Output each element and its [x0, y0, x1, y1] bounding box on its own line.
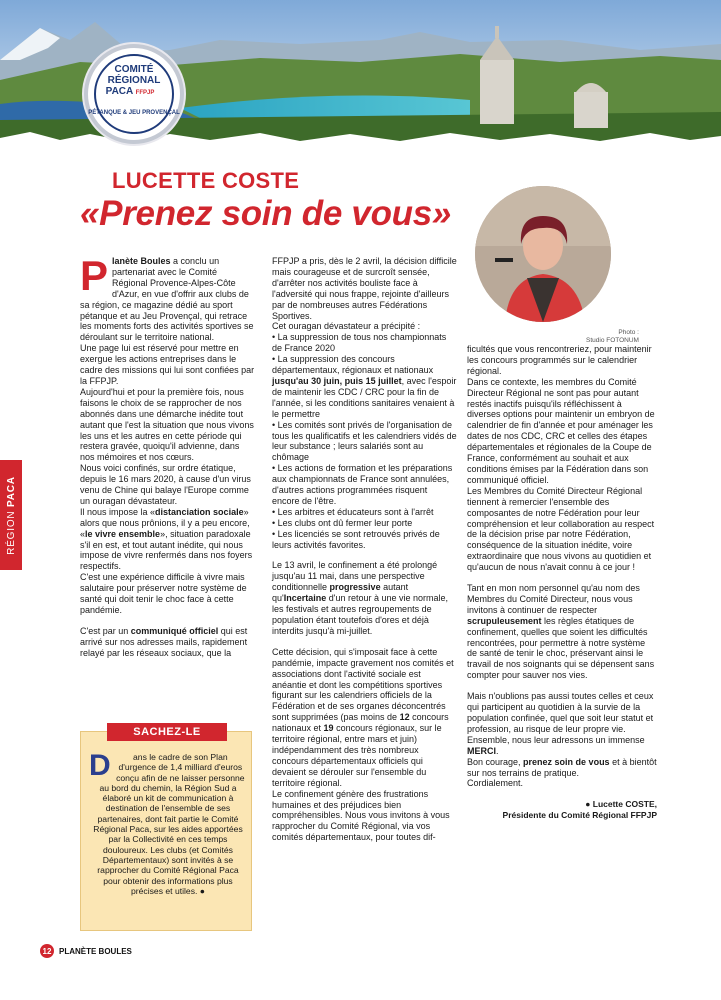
- paragraph: [80, 507, 255, 572]
- text: Tant en mon nom personnel qu'au nom des Membres du Comité Directeur, nous vous invitons à continuer de respecter: [467, 583, 640, 615]
- article-column-1: [80, 252, 255, 659]
- bold-text: 19: [323, 723, 334, 734]
- bold-text: Incertaine: [283, 593, 327, 604]
- paragraph: Aujourd'hui et pour la première fois, nous faisons le choix de se rapprocher de nos abonnés dans une démarche inédite tout autant que l'est la situation que nous vivons les uns et les autres en cette période qui restera gravée, quoiqu'il advienne, dans nos mémoires et nos cœurs.: [80, 386, 254, 463]
- text: • La suppression des concours départementaux, régionaux et nationaux: [272, 354, 434, 376]
- drop-cap: D: [89, 749, 111, 782]
- paragraph: FFPJP a pris, dès le 2 avril, la décision difficile mais courageuse et de surcroît sensée, d'arrêter nos activités bouliste face à l'adversité qui nous frappe, rejointe d'ailleurs par de nombreuses autres Fédérations Sportives.: [272, 256, 457, 321]
- text: concours nationaux et: [272, 712, 449, 734]
- list-item: • Les clubs ont dû fermer leur porte: [272, 517, 413, 528]
- list-item: • La suppression de tous nos championnats de France 2020: [272, 332, 447, 354]
- info-box-body: [89, 749, 247, 896]
- list-item: [272, 354, 457, 419]
- list-item: • Les licenciés se sont retrouvés privés de leurs activités favorites.: [272, 528, 440, 550]
- paragraph: Le confinement génère des frustrations humaines et des préjudices bien compréhensibles. Nous vous invitons à vous rapprocher du Comité Régional, via vos comités départementaux, pour toutes dif-: [272, 788, 450, 843]
- bold-text: distanciation sociale: [155, 506, 244, 517]
- author-photo: [475, 186, 611, 322]
- logo-line1: COMITÉ: [114, 64, 154, 75]
- info-box-heading: SACHEZ-LE: [107, 723, 227, 741]
- text: Le 13 avril, le confinement a été prolongé jusqu'au 11 mai, dans une perspective conditionnelle: [272, 560, 438, 593]
- bold-text: 12: [399, 712, 410, 723]
- paragraph: Une page lui est réservé pour mettre en exergue les actions entreprises dans le cadre des missions qui lui sont confiées par la FFPJP.: [80, 343, 255, 386]
- paragraph: Nous voici confinés, sur ordre étatique, depuis le 16 mars 2020, à cause d'un virus venu de Chine qui balaye l'Europe comme un ouragan dévastateur.: [80, 463, 251, 506]
- drop-cap: P: [80, 252, 109, 299]
- section-tab-label: [6, 476, 17, 555]
- spacer: [272, 550, 457, 560]
- text: et à bientôt sur nos terrains de pratique.: [467, 756, 657, 778]
- article-author-name: LUCETTE COSTE: [112, 168, 300, 193]
- bold-text: communiqué officiel: [130, 625, 219, 636]
- photo-credit: [586, 329, 639, 345]
- logo-line3: [84, 86, 176, 99]
- text: Mais n'oublions pas aussi toutes celles et ceux qui participent au quotidien à la survie de la population confinée, quel que soit leur statut et profession, au risque de leur propre vie. Ensemble, nous leur adressons un immense: [467, 691, 654, 745]
- spacer: [272, 637, 457, 647]
- text: » alors que nous prônions, il y a peu encore, «: [80, 506, 250, 539]
- text: , avec l'espoir de maintenir les CDC / CRC pour la fin de l'année, si les conditions sanitaires venaient à le permettre: [272, 375, 457, 419]
- paragraph: [272, 647, 457, 789]
- text: qui est arrivé sur nos adresses mails, rapidement relayé par les réseaux sociaux, que la: [80, 625, 248, 658]
- paragraph: [80, 626, 255, 659]
- logo-paca: PACA: [105, 86, 133, 97]
- logo-tagline: PÉTANQUE & JEU PROVENÇAL: [88, 110, 180, 116]
- bold-text: jusqu'au 30 juin, puis 15 juillet: [272, 375, 402, 386]
- paragraph: ficultés que vous rencontreriez, pour maintenir les concours programmés sur le calendrier régional.: [467, 344, 652, 376]
- signature-name: ● Lucette COSTE,: [585, 799, 657, 810]
- section-tab-prefix: RÉGION: [5, 506, 17, 555]
- text: concours régionaux, sur le territoire régional, entre mars et juin) indépendamment des très nombreux concours départementaux officiels qui devaient se dérouler sur l'ensemble du territoire régional.: [272, 723, 442, 788]
- text: Il nous impose la «: [80, 506, 156, 517]
- article-title: «Prenez soin de vous»: [80, 194, 452, 233]
- magazine-name: PLANÈTE BOULES: [59, 946, 132, 956]
- paragraph: Dans ce contexte, les membres du Comité Directeur Régional ne sont pas pour autant restés inactifs puisqu'ils réfléchissent à diverses options pour maintenir un embryon de calendrier de fin d'année et pour aménager les dates de nos CDC, CRC et celles des étapes départementales et régionales de la Coupe de France, conformément au souhait et aux conditions émises par la Fédération dans son communiqué officiel.: [467, 376, 655, 485]
- text: Bon courage,: [467, 756, 524, 767]
- page-footer: [40, 944, 132, 958]
- signature-title: Présidente du Comité Régional FFPJP: [502, 810, 657, 821]
- bold-text: progressive: [329, 582, 381, 593]
- list-item: • Les arbitres et éducateurs sont à l'arrêt: [272, 506, 434, 517]
- section-tab: [0, 460, 22, 570]
- article-column-3: [467, 344, 657, 821]
- paragraph: Les Membres du Comité Directeur Régional tiennent à remercier l'ensemble des composantes de notre Fédération pour leur compréhension et leur collaboration au respect de la décision prise par notre Fédération, conséquence de la situation inédite, voire extraordinaire que nous vivons au quotidien et qu'aucun de nous n'avait connu à ce jour !: [467, 485, 655, 573]
- paragraph: [467, 757, 657, 779]
- spacer: [467, 681, 657, 691]
- logo-line2: RÉGIONAL: [107, 75, 161, 86]
- paragraph: [80, 252, 255, 343]
- list-item: • Les actions de formation et les préparations aux championnats de France sont annulées, d'autres actions programmées risquent encore de l'être.: [272, 463, 453, 506]
- paragraph: Cet ouragan dévastateur a précipité :: [272, 321, 421, 332]
- paragraph: [467, 691, 657, 756]
- bold-text: le vivre ensemble: [85, 528, 161, 539]
- text: a conclu un partenariat avec le Comité Régional Provence-Alpes-Côte d'Azur, en vue d'offrir aux clubs de sa région, ce magazine dédié au sport pétanque et au Jeu Provençal, qui retrace les moments forts des activités sportives se déroulant sur le territoire national.: [80, 256, 254, 343]
- comite-regional-logo: [84, 44, 184, 144]
- text: .: [496, 745, 499, 756]
- spacer: [80, 616, 255, 626]
- spacer: [467, 573, 657, 583]
- page-number: 12: [40, 944, 54, 958]
- paragraph: C'est une expérience difficile à vivre mais salutaire pour préserver notre système de santé qui doit tenir le choc face à cette pandémie.: [80, 572, 247, 615]
- photo-credit-line1: Photo :: [618, 329, 639, 336]
- bold-text: lanète Boules: [112, 256, 171, 266]
- spacer: [467, 789, 657, 799]
- bold-text: prenez soin de vous: [523, 756, 610, 767]
- list-item: • Les comités sont privés de l'organisation de tous les qualificatifs et les calendriers vidés de leur substance ; leurs salariés sont au chômage: [272, 419, 457, 463]
- text: C'est par un: [80, 625, 131, 636]
- bold-text: scrupuleusement: [467, 615, 542, 626]
- text: autant qu': [272, 582, 409, 604]
- section-tab-bold: PACA: [5, 475, 17, 507]
- paragraph: [272, 560, 457, 636]
- info-box-text: ans le cadre de son Plan d'urgence de 1,4 milliard d'euros conçu afin de ne laisser personne au bord du chemin, la Région Sud a élaboré un kit de communication à destination de l'ensemble de ses partenaires, dont fait partie le Comité Régional Paca, sur les aides apportées par la Collectivité en ces temps douloureux. Les clubs (et Comités Départementaux) sont invités à se rapprocher du Comité Régional Paca pour obtenir des informations plus précises et utiles. ●: [93, 752, 245, 896]
- text: », situation paradoxale s'il en est, et tout autant inédite, qui nous impose de vivre renfermés dans nos foyers respectifs.: [80, 528, 253, 572]
- text: les règles étatiques de confinement, quelles que soient les difficultés rencontrées, pour permettre à notre système de santé de tenir le choc, préservant ainsi le travail de nos soignants qui se dépensent sans compter pour sauver nos vies.: [467, 615, 655, 681]
- info-box-sachez-le: [80, 726, 252, 931]
- text: Cette décision, qui s'imposait face à cette pandémie, impacte gravement nos comités et associations dont l'activité sociale est anéantie et dont les compétitions sportives figurant sur les calendriers officiels de la Fédération et de ses organes déconcentrés sont supprimées (pas moins de: [272, 646, 454, 723]
- portrait-illustration: [475, 186, 611, 322]
- paragraph: Cordialement.: [467, 778, 524, 789]
- bold-text: MERCI: [467, 745, 496, 756]
- logo-abbr: FFPJP: [135, 90, 155, 96]
- article-column-2: [272, 256, 457, 843]
- paragraph: [467, 583, 657, 681]
- text: d'un retour à une vie normale, les festivals et autres regroupements de population étant toutefois d'ores et déjà interdits jusqu'à mi-juillet.: [272, 593, 449, 636]
- photo-credit-line2: Studio FOTONUM: [586, 337, 639, 344]
